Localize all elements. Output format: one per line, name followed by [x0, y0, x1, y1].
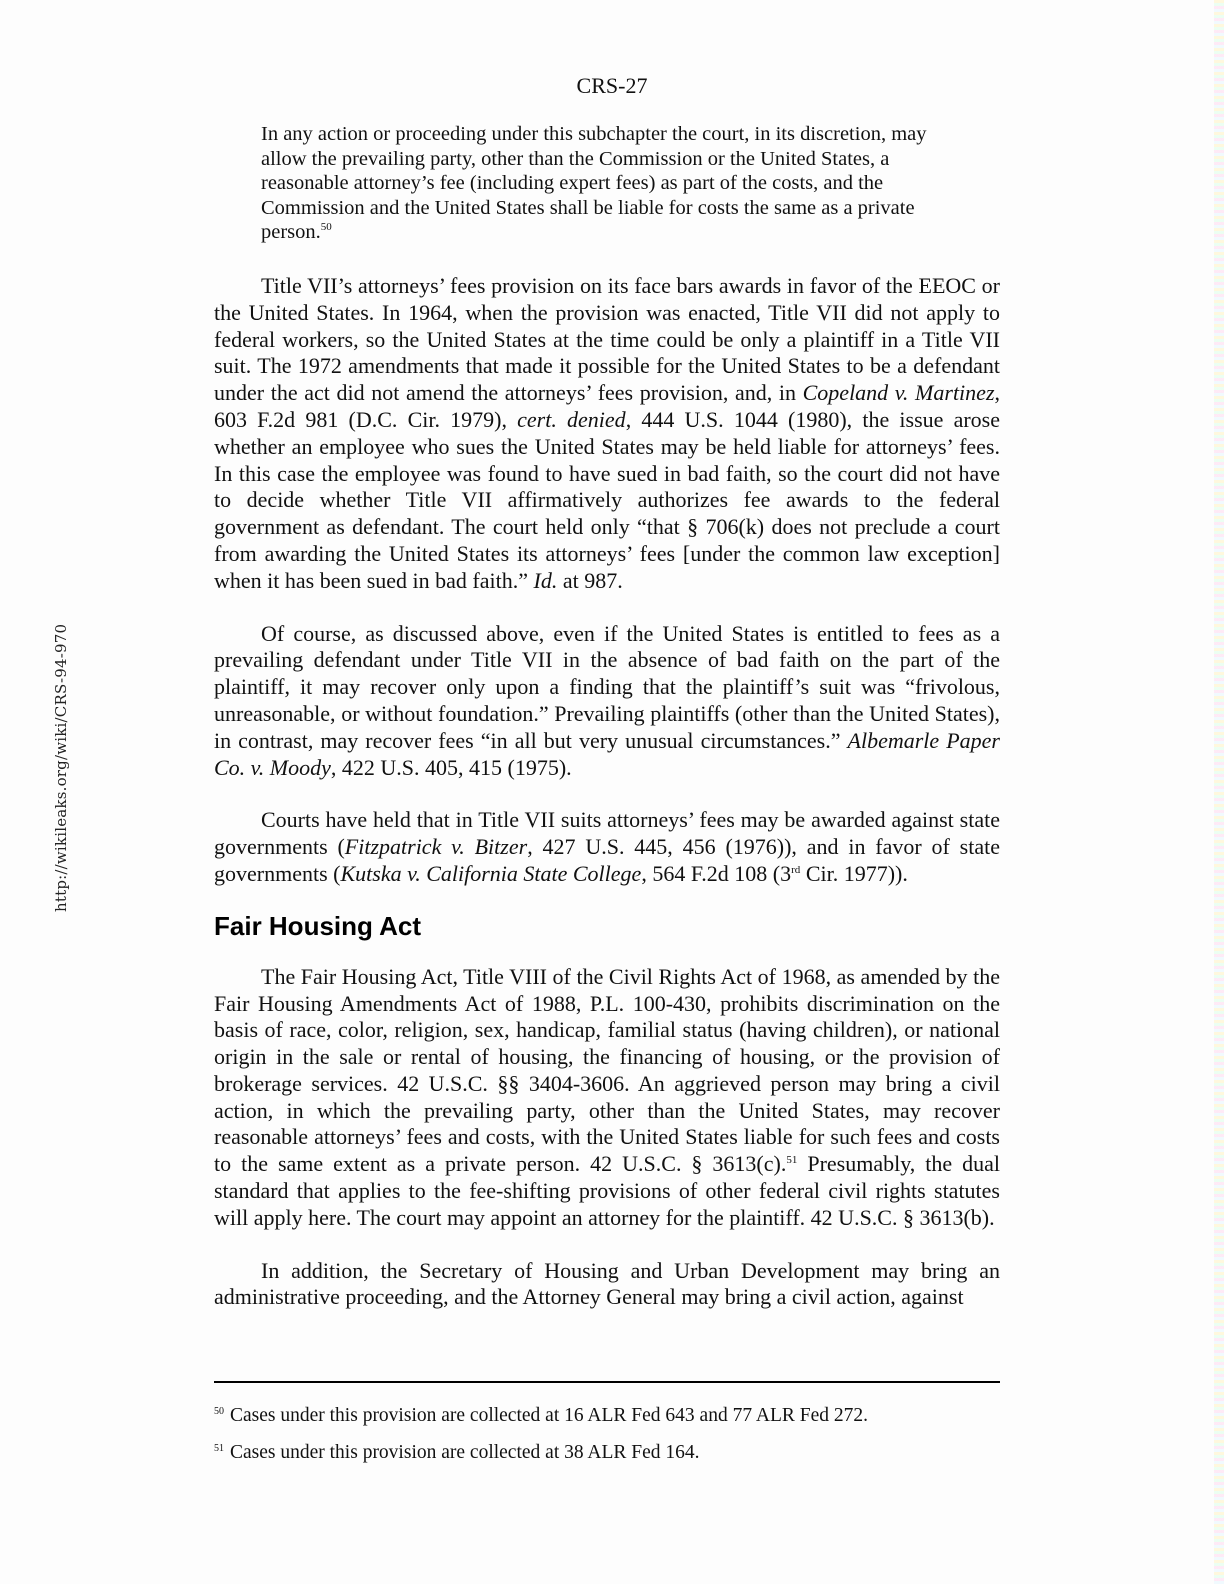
cert-denied: cert. denied	[517, 406, 626, 432]
text: , 444 U.S. 1044 (1980), the issue arose whether an employee who sues the United States may be held liable for attorneys’ fees. In this case the employee was found to have sued in bad faith, so the court did not have to decide whether Title VII affirmatively authorizes fee awards to the federal government as defendant. The court held only “that § 706(k) does not preclude a court from awarding the United States its attorneys’ fees [under the common law exception] when it has been sued in bad faith.”	[214, 406, 1000, 593]
case-name: Fitzpatrick v. Bitzer	[344, 834, 528, 860]
text: Title VII’s attorneys’ fees provision on its face bars awards in favor of the EEOC or the United States. In 1964, when the provision was enacted, Title VII did not apply to federal workers, so the United States at the time could be only a plaintiff in a Title VII suit. The 1972 amendments that made it possible for the United States to be a defendant under the act did not amend the attorneys’ fees provision, and, in	[214, 272, 1000, 406]
ordinal-suffix: rd	[791, 863, 801, 876]
id-cite: Id.	[533, 567, 558, 593]
footnote-ref-50[interactable]: 50	[320, 221, 332, 234]
paragraph-prevailing-defendant	[214, 621, 1000, 782]
text: Courts have held that in Title VII suits attorneys’ fees may be awarded against state governments (	[214, 807, 1000, 860]
text: , 427 U.S. 445, 456 (1976)), and in favor of state governments (	[214, 834, 1000, 886]
footnote-text: Cases under this provision are collected at 38 ALR Fed 164.	[230, 1442, 700, 1463]
text: Of course, as discussed above, even if the United States is entitled to fees as a prevailing defendant under Title VII in the absence of bad faith on the part of the plaintiff, it may recover only upon a finding that the plaintiff’s suit was “frivolous, unreasonable, or without foundation.” Prevailing plaintiffs (other than the United States), in contrast, may recover fees “in all but very unusual circumstances.”	[214, 620, 1000, 753]
scan-edge-strip	[1214, 0, 1224, 1584]
footnote-ref-51[interactable]: 51	[786, 1154, 798, 1167]
case-name: Copeland v. Martinez	[802, 380, 995, 406]
footnote-number: 51	[214, 1443, 224, 1454]
text: , 422 U.S. 405, 415 (1975).	[330, 754, 572, 780]
text: Cir. 1977)).	[800, 860, 908, 886]
footnote-51	[214, 1441, 1000, 1465]
text: at 987.	[557, 567, 623, 593]
footnotes	[214, 1404, 1000, 1478]
page-body	[214, 122, 1000, 1311]
page-number: CRS-27	[576, 73, 648, 98]
side-watermark-url: http://wikileaks.org/wiki/CRS-94-970	[52, 623, 70, 912]
footnote-50	[214, 1404, 1000, 1428]
paragraph-title-vii-fees	[214, 273, 1000, 595]
quote-text: In any action or proceeding under this subchapter the court, in its discretion, may allow the prevailing party, other than the Commission or the United States, a reasonable attorney’s fee (including expert fees) as part of the costs, and the Commission and the United States shall be liable for costs the same as a private person.	[261, 123, 927, 244]
text: Presumably, the dual standard that applies to the fee-shifting provisions of other federal civil rights statutes will apply here. The court may appoint an attorney for the plaintiff. 42 U.S.C. § 3613(b).	[214, 1151, 1001, 1230]
footnote-number: 50	[214, 1406, 224, 1417]
footnote-text: Cases under this provision are collected at 16 ALR Fed 643 and 77 ALR Fed 272.	[230, 1405, 868, 1426]
footnote-separator	[214, 1381, 1000, 1383]
paragraph-hud-secretary	[214, 1258, 1000, 1312]
text: , 603 F.2d 981 (D.C. Cir. 1979),	[214, 380, 1001, 432]
case-name: Albemarle Paper Co. v. Moody	[214, 727, 1000, 780]
text: , 564 F.2d 108 (3	[641, 860, 792, 886]
text: In addition, the Secretary of Housing and Urban Development may bring an administrative proceeding, and the Attorney General may bring a civil action, against	[214, 1257, 1000, 1310]
statute-quote	[261, 122, 953, 245]
paragraph-fair-housing-act	[214, 964, 1000, 1232]
section-heading-fair-housing: Fair Housing Act	[214, 910, 422, 941]
text: The Fair Housing Act, Title VIII of the Civil Rights Act of 1968, as amended by the Fair Housing Amendments Act of 1988, P.L. 100-430, prohibits discrimination on the basis of race, color, religion, sex, handicap, familial status (having children), or national origin in the sale or rental of housing, the financing of housing, or the provision of brokerage services. 42 U.S.C. §§ 3404-3606. An aggrieved person may bring a civil action, in which the prevailing party, other than the United States, may recover reasonable attorneys’ fees and costs, with the United States liable for such fees and costs to the same extent as a private person. 42 U.S.C. § 3613(c).	[214, 963, 1000, 1177]
case-name: Kutska v. California State College	[340, 860, 642, 886]
paragraph-state-governments	[214, 807, 1000, 887]
